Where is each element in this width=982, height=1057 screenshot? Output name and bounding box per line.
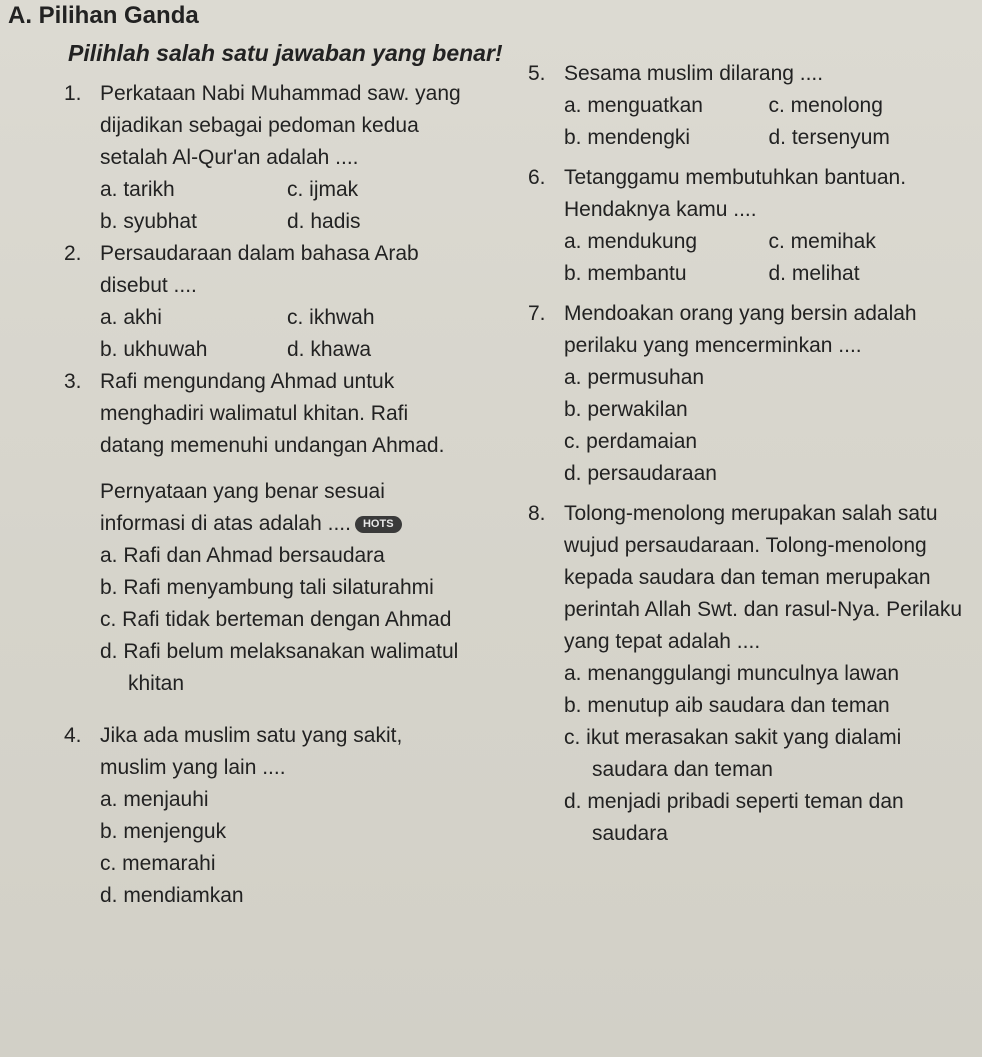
question-2 <box>64 238 474 366</box>
question-number: 5. <box>528 62 546 85</box>
option-b[interactable]: b. perwakilan <box>564 398 688 421</box>
option-a[interactable]: a. menjauhi <box>100 788 209 811</box>
option-a[interactable]: a. permusuhan <box>564 366 705 389</box>
section-title: A. Pilihan Ganda <box>8 2 199 29</box>
option-c[interactable]: c. menolong <box>768 94 883 117</box>
question-stem: Rafi mengundang Ahmad untuk menghadiri walimatul khitan. Rafi datang memenuhi undangan Ahmad. <box>100 370 445 457</box>
option-b[interactable]: b. menutup aib saudara dan teman <box>564 694 890 717</box>
question-stem: Mendoakan orang yang bersin adalah perilaku yang mencerminkan .... <box>564 302 917 357</box>
option-d[interactable]: d. tersenyum <box>768 126 890 149</box>
question-stem: Tolong-menolong merupakan salah satu wujud persaudaraan. Tolong-menolong kepada saudara dan teman merupakan perintah Allah Swt. dan rasul-Nya. Perilaku yang tepat adalah .... <box>564 502 963 653</box>
question-8 <box>528 498 973 850</box>
option-d[interactable]: d. khawa <box>287 338 372 361</box>
question-stem: Jika ada muslim satu yang sakit, muslim yang lain .... <box>100 724 403 779</box>
question-4 <box>64 720 474 912</box>
option-a[interactable]: a. akhi <box>100 306 162 329</box>
question-number: 6. <box>528 166 546 189</box>
option-d[interactable]: d. melihat <box>768 262 860 285</box>
question-3 <box>64 366 474 700</box>
option-b[interactable]: b. menjenguk <box>100 820 227 843</box>
option-d[interactable]: d. Rafi belum melaksanakan walimatul khitan <box>100 640 459 695</box>
question-1 <box>64 78 474 238</box>
question-number: 8. <box>528 502 546 525</box>
question-number: 3. <box>64 370 82 393</box>
question-number: 1. <box>64 82 82 105</box>
option-c[interactable]: c. perdamaian <box>564 430 698 453</box>
option-a[interactable]: a. tarikh <box>100 178 175 201</box>
option-c[interactable]: c. ikhwah <box>287 306 375 329</box>
question-prompt: Pernyataan yang benar sesuai informasi di atas adalah .... <box>100 480 385 535</box>
question-stem: Perkataan Nabi Muhammad saw. yang dijadikan sebagai pedoman kedua setalah Al-Qur'an adalah .... <box>100 82 461 169</box>
question-stem: Sesama muslim dilarang .... <box>564 62 824 85</box>
question-number: 4. <box>64 724 82 747</box>
option-c[interactable]: c. memihak <box>768 230 876 253</box>
option-c[interactable]: c. Rafi tidak berteman dengan Ahmad <box>100 608 452 631</box>
question-stem: Persaudaraan dalam bahasa Arab disebut .... <box>100 242 419 297</box>
hots-badge: HOTS <box>355 516 402 533</box>
question-6 <box>528 162 973 290</box>
option-b[interactable]: b. Rafi menyambung tali silaturahmi <box>100 576 434 599</box>
question-5 <box>528 58 973 154</box>
option-b[interactable]: b. ukhuwah <box>100 338 208 361</box>
instruction: Pilihlah salah satu jawaban yang benar! <box>68 40 503 66</box>
option-d[interactable]: d. mendiamkan <box>100 884 244 907</box>
option-c[interactable]: c. ikut merasakan sakit yang dialami saudara dan teman <box>564 726 902 781</box>
question-7 <box>528 298 973 490</box>
option-a[interactable]: a. menguatkan <box>564 94 703 117</box>
option-b[interactable]: b. syubhat <box>100 210 197 233</box>
option-c[interactable]: c. memarahi <box>100 852 216 875</box>
question-stem: Tetanggamu membutuhkan bantuan. Hendaknya kamu .... <box>564 166 907 221</box>
option-c[interactable]: c. ijmak <box>287 178 359 201</box>
option-a[interactable]: a. menanggulangi munculnya lawan <box>564 662 900 685</box>
option-d[interactable]: d. menjadi pribadi seperti teman dan saudara <box>564 790 904 845</box>
option-d[interactable]: d. hadis <box>287 210 361 233</box>
option-b[interactable]: b. mendengki <box>564 126 691 149</box>
option-a[interactable]: a. mendukung <box>564 230 698 253</box>
left-column <box>64 78 474 912</box>
option-a[interactable]: a. Rafi dan Ahmad bersaudara <box>100 544 385 567</box>
option-d[interactable]: d. persaudaraan <box>564 462 717 485</box>
question-number: 2. <box>64 242 82 265</box>
right-column <box>528 58 973 850</box>
question-number: 7. <box>528 302 546 325</box>
option-b[interactable]: b. membantu <box>564 262 687 285</box>
